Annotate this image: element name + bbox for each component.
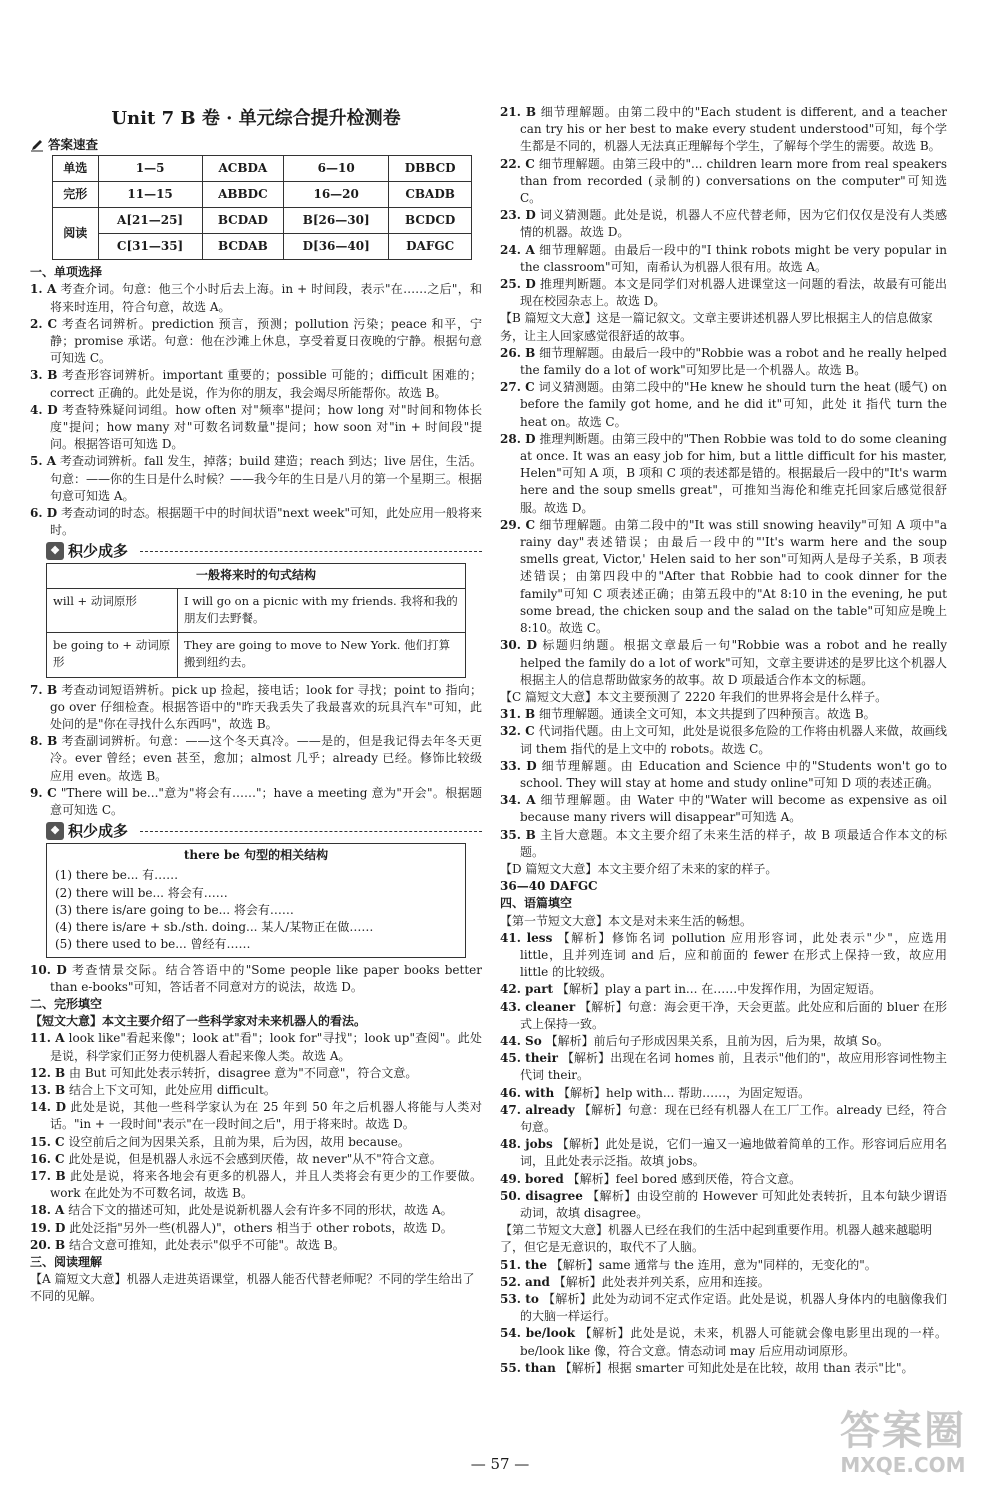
answer-item bbox=[500, 1274, 947, 1291]
answer-cell: C[31—35] bbox=[98, 234, 202, 260]
tip-table bbox=[47, 589, 465, 677]
answer-cell: BCDAB bbox=[202, 234, 284, 260]
answer-number: 11. A bbox=[30, 1031, 65, 1046]
answer-number: 45. their bbox=[500, 1051, 558, 1066]
answer-text: 结合文意可推知，此处表示"似乎不可能"。故选 B。 bbox=[69, 1237, 345, 1252]
answer-item bbox=[500, 1085, 947, 1102]
answer-text: 推理判断题。由第三段中的"Then Robbie was told to do some cleaning at once. It was an easy job for him, but a little difficult for his master, Helen"可知 A 项，B 项和 C 项的表述都是错的。根据最后一段中的"It's warm here and the soup smells great"，可推知当海伦和维克托回家后感觉很舒服。故选 D。 bbox=[520, 431, 947, 515]
answer-item bbox=[500, 276, 947, 310]
answer-text: 细节理解题。由 Education and Science 中的"Students won't go to school. They will stay at home and study online"可知 D 项的表述正确。 bbox=[520, 758, 947, 790]
answer-list bbox=[500, 104, 947, 310]
summary: 【第二节短文大意】机器人已经在我们的生活中起到重要作用。机器人越来越聪明了，但它是无意识的，取代不了人脑。 bbox=[500, 1223, 933, 1255]
answer-number: 54. be/look bbox=[500, 1326, 576, 1341]
answer-text: 考查动词短语辨析。pick up 捡起，接电话；look for 寻找；point to 指向；go over 仔细检查。根据答语中的"昨天我丢失了我最喜欢的玩具汽车"可知，此处问的是"你在寻找什么东西吗"，故选 B。 bbox=[50, 682, 482, 732]
answer-item bbox=[500, 104, 947, 156]
answer-number: 24. A bbox=[500, 242, 535, 257]
answer-item bbox=[500, 1291, 947, 1325]
answer-item bbox=[500, 345, 947, 379]
answer-number: 47. already bbox=[500, 1102, 575, 1117]
answer-list bbox=[500, 706, 947, 861]
answer-number: 52. and bbox=[500, 1274, 550, 1289]
answer-cell: A[21—25] bbox=[98, 208, 202, 234]
answer-number: 10. D bbox=[30, 962, 67, 977]
answer-cell: CBADB bbox=[389, 182, 472, 208]
answer-item bbox=[500, 1033, 947, 1050]
summary: 【D 篇短文大意】本文主要介绍了未来的家的样子。 bbox=[500, 861, 778, 876]
answer-item bbox=[500, 242, 947, 276]
answer-text: 【解析】feel bored 感到厌倦，符合文意。 bbox=[567, 1171, 802, 1186]
answer-number: 8. B bbox=[30, 734, 58, 749]
answer-number: 27. C bbox=[500, 380, 535, 395]
answer-quick-label: 答案速查 bbox=[48, 137, 99, 152]
answer-item bbox=[30, 505, 482, 539]
tip-cell: will + 动词原形 bbox=[47, 589, 178, 633]
answer-text: 由 But 可知此处表示转折，disagree 意为"不同意"，符合文意。 bbox=[69, 1065, 418, 1080]
answer-number: 12. B bbox=[30, 1065, 66, 1080]
answer-cell: 1—5 bbox=[98, 156, 202, 182]
answer-text: 结合下文的描述可知，此处是说新机器人会有许多不同的形状，故选 A。 bbox=[68, 1203, 453, 1218]
answer-number: 16. C bbox=[30, 1151, 65, 1166]
tip-line: (4) there is/are + sb./sth. doing... 某人/某物正在做…… bbox=[55, 920, 374, 935]
answer-cell: 11—15 bbox=[98, 182, 202, 208]
answer-item bbox=[30, 1030, 482, 1064]
answer-item bbox=[30, 367, 482, 401]
page-title: Unit 7 B 卷 · 单元综合提升检测卷 bbox=[111, 108, 401, 129]
tip-box bbox=[46, 843, 466, 957]
answer-number: 3. B bbox=[30, 368, 58, 383]
answer-number: 22. C bbox=[500, 156, 535, 171]
answer-item bbox=[500, 981, 947, 998]
answer-cell: 6—10 bbox=[284, 156, 389, 182]
answer-number: 53. to bbox=[500, 1292, 539, 1307]
answer-cell: DAFGC bbox=[389, 234, 472, 260]
answer-item bbox=[30, 281, 482, 315]
tip-cell: I will go on a picnic with my friends. 我将和我的朋友们去野餐。 bbox=[184, 593, 458, 625]
answer-item bbox=[500, 792, 947, 826]
answer-row bbox=[53, 156, 472, 182]
summary: 【第一节短文大意】本文是对未来生活的畅想。 bbox=[500, 913, 753, 928]
answer-number: 32. C bbox=[500, 724, 535, 739]
answer-number: 25. D bbox=[500, 277, 536, 292]
answer-text: 考查形容词辨析。important 重要的；possible 可能的；difficult 困难的；correct 正确的。此处是说，作为你的朋友，我会竭尽所能帮你。故选 B。 bbox=[50, 368, 482, 400]
answer-text: 代词指代题。由上文可知，此处是说很多危险的工作将由机器人来做，故画线词 them 指代的是上文中的 robots。故选 C。 bbox=[520, 724, 947, 756]
answer-row bbox=[53, 234, 472, 260]
answer-item bbox=[500, 1102, 947, 1136]
answer-text: 细节理解题。由第二段中的"Each student is different, and a teacher can try his or her best to make every student understood"可知，每个学生都是不同的，机器人无法真正理解每个学生，了解每个学生的需要。故选 B。 bbox=[520, 105, 947, 154]
answer-text: 考查情景交际。结合答语中的"Some people like paper books better than e-books"可知，答话者不同意对方的说法，故选 D。 bbox=[50, 962, 482, 994]
answer-text: 【解析】前后句子形成因果关系，且前为因，后为果，故填 So。 bbox=[545, 1033, 889, 1048]
answer-text: 结合上下文可知，此处应用 difficult。 bbox=[69, 1082, 276, 1097]
answer-number: 19. D bbox=[30, 1220, 66, 1235]
answer-text: 此处是说，但是机器人永远不会感到厌倦，故 never"从不"符合文意。 bbox=[68, 1151, 442, 1166]
answer-number: 6. D bbox=[30, 506, 58, 521]
answer-item bbox=[500, 517, 947, 637]
answer-number: 17. B bbox=[30, 1168, 66, 1183]
answer-list bbox=[30, 962, 482, 996]
answer-cell: B[26—30] bbox=[284, 208, 389, 234]
answer-text: 【解析】句意：海会更干净，天会更蓝。此处应和后面的 bluer 在形式上保持一致。 bbox=[520, 999, 947, 1031]
answer-text: 细节理解题。由最后一段中的"Robbie was a robot and he really helped the family do a lot of work"可知罗比是一个机器人。故选 B。 bbox=[520, 345, 947, 378]
answer-text: 此处是说，将来各地会有更多的机器人，并且人类将会有更少的工作要做。work 在此处为不可数名词，故选 B。 bbox=[50, 1168, 482, 1201]
answer-number: 18. A bbox=[30, 1203, 65, 1218]
answer-list bbox=[500, 930, 947, 1222]
answer-item bbox=[30, 1202, 482, 1219]
answer-item bbox=[30, 453, 482, 505]
answer-number: 21. B bbox=[500, 105, 537, 119]
answer-list bbox=[30, 281, 482, 539]
answer-text: 细节理解题。由 Water 中的"Water will become as expensive as oil because many rivers will disappear"可知选 A。 bbox=[520, 793, 947, 825]
divider bbox=[140, 551, 482, 552]
answer-text: 【解析】此处为动词不定式作定语。此处是说，机器人身体内的电脑像我们的大脑一样运行。 bbox=[520, 1292, 947, 1324]
answer-number: 34. A bbox=[500, 793, 536, 808]
watermark-stamp bbox=[828, 1407, 978, 1479]
answer-cell: DBBCD bbox=[389, 156, 472, 182]
answer-item bbox=[500, 758, 947, 792]
answer-text: 词义猜测题。此处是说，机器人不应代替老师，因为它们仅仅是没有人类感情的机器。故选 D。 bbox=[520, 208, 947, 240]
section-heading: 三、阅读理解 bbox=[30, 1254, 103, 1269]
answer-item bbox=[500, 706, 947, 723]
answer-text: 考查名词辨析。prediction 预言，预测；pollution 污染；peace 和平，宁静；promise 承诺。句意：他在沙滩上休息，享受着夏日夜晚的宁静。根据句意可知选 C。 bbox=[50, 316, 482, 366]
answer-item bbox=[30, 1151, 482, 1168]
answer-quick-heading bbox=[30, 136, 482, 153]
answer-text: 【解析】help with... 帮助……，为固定短语。 bbox=[558, 1085, 811, 1100]
answer-text: 此处泛指"另外一些(机器人)"，others 相当于 other robots，故选 D。 bbox=[69, 1220, 453, 1235]
watermark-url: MXQE.COM bbox=[840, 1453, 966, 1477]
answer-number: 2. C bbox=[30, 316, 58, 331]
divider bbox=[140, 831, 482, 832]
answer-item bbox=[30, 1237, 482, 1254]
answer-number: 20. B bbox=[30, 1237, 66, 1252]
answer-text: 【解析】此处是说，未来，机器人可能就会像电影里出现的一样。be/look like 像，符合文意。情态动词 may 后应用动词原形。 bbox=[520, 1326, 947, 1358]
tip-box bbox=[46, 563, 466, 677]
answer-text: 细节理解题。由第二段中的"It was still snowing heavily"可知 A 项中"a rainy day"表述错误；由最后一段中的"'It's warm here and the soup smells great, Victor,' Helen said to her son"可知两人是母子关系，B 项表述错误；由第四段中的"After that Robbie had to cook dinner for the family"可知 C 项表述正确；由第五段中的"At 8:10 in the evening, he put some bread, the chicken soup and the salad on the table"可知应是晚上 8:10。故选 C。 bbox=[520, 517, 947, 636]
answer-text: 考查副词辨析。句意：——这个冬天真冷。——是的，但是我记得去年冬天更冷。ever 曾经；even 甚至，愈加；almost 几乎；already 已经。修饰比较级应用 even。故选 B。 bbox=[50, 734, 482, 783]
answer-row bbox=[53, 182, 472, 208]
answer-item bbox=[30, 1168, 482, 1202]
answer-row bbox=[53, 208, 472, 234]
answer-number: 7. B bbox=[30, 682, 58, 697]
tip-tag bbox=[44, 541, 134, 561]
pen-icon bbox=[30, 138, 44, 152]
answer-item bbox=[30, 316, 482, 368]
watermark-text: 答案圈 bbox=[840, 1408, 966, 1454]
answer-cell: 阅读 bbox=[53, 208, 99, 260]
answer-text: 考查介词。句意：他三个小时后去上海。in + 时间段，表示"在……之后"，和将来时连用，符合句意，故选 A。 bbox=[50, 282, 483, 314]
answer-item bbox=[500, 999, 947, 1033]
answer-item bbox=[500, 156, 947, 208]
answer-number: 9. C bbox=[30, 785, 57, 800]
answer-item bbox=[500, 1257, 947, 1274]
answer-number: 35. B bbox=[500, 827, 536, 842]
answer-text: 设空前后之间为因果关系，且前为果，后为因，故用 because。 bbox=[68, 1134, 410, 1149]
answer-cell: 完形 bbox=[53, 182, 99, 208]
answer-text: 【解析】此处表并列关系，应用和连接。 bbox=[553, 1274, 770, 1289]
answer-cell: D[36—40] bbox=[284, 234, 389, 260]
answer-text: 细节理解题。通读全文可知，本文共提到了四种预言。故选 B。 bbox=[539, 707, 876, 722]
summary: 【C 篇短文大意】本文主要预测了 2220 年我们的世界将会是什么样子。 bbox=[500, 689, 888, 704]
answer-text: 此处是说，其他一些科学家认为在 25 年到 50 年之后机器人将能与人类对话。"in + 一段时间"表示"在一段时间之后"，用于将来时。故选 D。 bbox=[50, 1100, 482, 1132]
summary: 【短文大意】本文主要介绍了一些科学家对未来机器人的看法。 bbox=[30, 1014, 367, 1029]
summary: 【A 篇短文大意】机器人走进英语课堂，机器人能否代替老师呢？不同的学生给出了不同的见解。 bbox=[30, 1272, 475, 1304]
answer-text: 【解析】句意：现在已经有机器人在工厂工作。already 已经，符合句意。 bbox=[520, 1102, 947, 1134]
tip-row bbox=[47, 633, 465, 677]
answer-number: 4. D bbox=[30, 402, 58, 417]
answer-item bbox=[30, 962, 482, 996]
answer-item bbox=[500, 930, 947, 982]
answer-item bbox=[500, 431, 947, 517]
page-number: — 57 — bbox=[470, 1455, 530, 1473]
left-column bbox=[30, 100, 482, 1306]
answer-list bbox=[30, 682, 482, 820]
answer-number: 29. C bbox=[500, 517, 536, 532]
answer-text: 考查动词辨析。fall 发生，掉落；build 建造；reach 到达；live 居住，生活。句意：——你的生日是什么时候？——我今年的生日是八月的第一个星期三。根据句意可知选 A。 bbox=[50, 454, 483, 503]
tip-tag-label: 积少成多 bbox=[68, 821, 129, 840]
answer-number: 48. jobs bbox=[500, 1137, 553, 1152]
tip-line: (3) there is/are going to be... 将会有…… bbox=[55, 902, 294, 917]
answer-number: 55. than bbox=[500, 1360, 556, 1375]
answer-number: 50. disagree bbox=[500, 1188, 583, 1203]
answer-item bbox=[500, 1050, 947, 1084]
answer-text: 标题归纳题。根据文章最后一句"Robbie was a robot and he really helped the family do a lot of work"可知，文章主要讲述的是罗比这个机器人根据主人的信息帮助做家务的故事。故 D 项最适合作本文的标题。 bbox=[520, 638, 947, 687]
answer-cell: BCDAD bbox=[202, 208, 284, 234]
answer-cell: ACBDA bbox=[202, 156, 284, 182]
answer-item bbox=[500, 723, 947, 757]
answer-number: 49. bored bbox=[500, 1171, 564, 1186]
section-heading: 一、单项选择 bbox=[30, 265, 103, 280]
answer-item bbox=[30, 1065, 482, 1082]
answer-text: 【解析】此处是说，它们一遍又一遍地做着简单的工作。形容词后应用名词，且此处表示泛指。故填 jobs。 bbox=[520, 1137, 947, 1169]
answer-number: 1. A bbox=[30, 282, 57, 297]
answer-number: 23. D bbox=[500, 208, 536, 223]
section-heading: 二、完形填空 bbox=[30, 996, 103, 1011]
answer-text: 考查特殊疑问词组。how often 对"频率"提问；how long 对"时间和物体长度"提问；how many 对"可数名词数量"提问；how soon 对"in + 时间段"提问。根据答语可知选 D。 bbox=[50, 402, 482, 452]
answer-cell: 16—20 bbox=[284, 182, 389, 208]
answer-item bbox=[500, 1188, 947, 1222]
answer-item bbox=[500, 379, 947, 431]
answer-number: 26. B bbox=[500, 345, 536, 360]
answer-item bbox=[500, 1171, 947, 1188]
answer-number: 30. D bbox=[500, 638, 537, 653]
answer-number: 51. the bbox=[500, 1257, 547, 1272]
answer-list bbox=[500, 345, 947, 689]
answer-text: 考查动词的时态。根据题干中的时间状语"next week"可知，此处应用一般将来时。 bbox=[50, 506, 482, 538]
answer-item bbox=[30, 1220, 482, 1237]
answer-item bbox=[500, 1360, 947, 1377]
answer-number: 13. B bbox=[30, 1082, 66, 1097]
answer-number: 33. D bbox=[500, 758, 537, 773]
tip-tag-label: 积少成多 bbox=[68, 541, 129, 560]
tip-cell: be going to + 动词原形 bbox=[47, 633, 178, 677]
answer-number: 46. with bbox=[500, 1085, 555, 1100]
tip-line: (1) there be... 有…… bbox=[55, 868, 179, 883]
answer-cell: BCDCD bbox=[389, 208, 472, 234]
answer-text: 推理判断题。本文是同学们对机器人进课堂这一问题的看法，故最有可能出现在校园杂志上。故选 D。 bbox=[520, 277, 947, 309]
tip-tag bbox=[44, 821, 134, 841]
answer-list bbox=[30, 1030, 482, 1254]
answer-item bbox=[500, 637, 947, 689]
book-icon: ❖ bbox=[46, 822, 64, 840]
answer-text: 【解析】由设空前的 However 可知此处表转折，且本句缺少谓语动词，故填 disagree。 bbox=[520, 1188, 947, 1220]
tip-box-title: there be 句型的相关结构 bbox=[183, 848, 329, 863]
answer-item bbox=[30, 785, 482, 819]
answer-item bbox=[500, 1136, 947, 1170]
answer-number: 43. cleaner bbox=[500, 999, 576, 1014]
tip-box-title: 一般将来时的句式结构 bbox=[47, 564, 465, 588]
answer-number: 31. B bbox=[500, 707, 536, 722]
answer-number: 44. So bbox=[500, 1033, 542, 1048]
answer-range: 36—40 DAFGC bbox=[500, 879, 598, 894]
answer-text: 细节理解题。由最后一段中的"I think robots might be very popular in the classroom"可知，南希认为机器人很有用。故选 A。 bbox=[520, 242, 947, 274]
section-heading: 四、语篇填空 bbox=[500, 896, 573, 911]
answer-text: "There will be..."意为"将会有……"；have a meeting 意为"开会"。根据题意可知选 C。 bbox=[50, 785, 482, 818]
answer-item bbox=[30, 733, 482, 785]
tip-row bbox=[47, 589, 465, 633]
answer-text: 词义猜测题。由第二段中的"He knew he should turn the heat (暖气) on before the family got home, and he did it"可知，此处 it 指代 turn the heat on。故选 C。 bbox=[520, 380, 947, 429]
right-column bbox=[500, 104, 947, 1377]
answer-cell: 单选 bbox=[53, 156, 99, 182]
answer-item bbox=[500, 207, 947, 241]
answer-text: 【解析】play a part in... 在……中发挥作用，为固定短语。 bbox=[556, 982, 882, 997]
answer-text: 细节理解题。由第三段中的"... children learn more from real speakers than from recorded (录制的) conversations on the computer"可知选 C。 bbox=[520, 156, 947, 206]
answer-item bbox=[30, 1099, 482, 1133]
answer-list bbox=[500, 1257, 947, 1377]
book-icon: ❖ bbox=[46, 542, 64, 560]
answer-item bbox=[30, 1082, 482, 1099]
tip-line: (5) there used to be... 曾经有…… bbox=[55, 937, 251, 952]
answer-text: 【解析】修饰名词 pollution 应用形容词，此处表示"少"，应选用 little，且并列连词 and 后，应和前面的 fewer 在形式上保持一致，故应用 little 的比较级。 bbox=[520, 930, 947, 980]
answer-item bbox=[30, 682, 482, 734]
tip-line: (2) there will be... 将会有…… bbox=[55, 885, 228, 900]
answer-item bbox=[500, 827, 947, 861]
answer-text: look like"看起来像"；look at"看"；look for"寻找"；look up"查阅"。此处是说，科学家们正努力使机器人看起来像人类。故选 A。 bbox=[50, 1031, 482, 1063]
answer-text: 主旨大意题。本文主要介绍了未来生活的样子，故 B 项最适合作本文的标题。 bbox=[520, 827, 947, 859]
answer-number: 42. part bbox=[500, 982, 554, 997]
answer-text: 【解析】same 通常与 the 连用，意为"同样的，无变化的"。 bbox=[550, 1257, 877, 1272]
answer-number: 28. D bbox=[500, 431, 536, 446]
answer-item bbox=[30, 1134, 482, 1151]
answer-table bbox=[52, 155, 472, 260]
answer-number: 14. D bbox=[30, 1100, 67, 1115]
answer-cell: ABBDC bbox=[202, 182, 284, 208]
answer-text: 【解析】出现在名词 homes 前，且表示"他们的"，故应用形容词性物主代词 their。 bbox=[520, 1051, 947, 1083]
answer-item bbox=[500, 1325, 947, 1359]
tip-cell: They are going to move to New York. 他们打算搬到纽约去。 bbox=[178, 633, 466, 677]
summary: 【B 篇短文大意】这是一篇记叙文。文章主要讲述机器人罗比根据主人的信息做家务，让主人回家感觉很舒适的故事。 bbox=[500, 311, 933, 343]
answer-item bbox=[30, 402, 482, 454]
answer-text: 【解析】根据 smarter 可知此处是在比较，故用 than 表示"比"。 bbox=[559, 1360, 914, 1375]
answer-number: 5. A bbox=[30, 454, 57, 469]
tip-header bbox=[44, 821, 482, 841]
answer-number: 41. less bbox=[500, 930, 553, 945]
tip-header bbox=[44, 541, 482, 561]
answer-number: 15. C bbox=[30, 1134, 65, 1149]
